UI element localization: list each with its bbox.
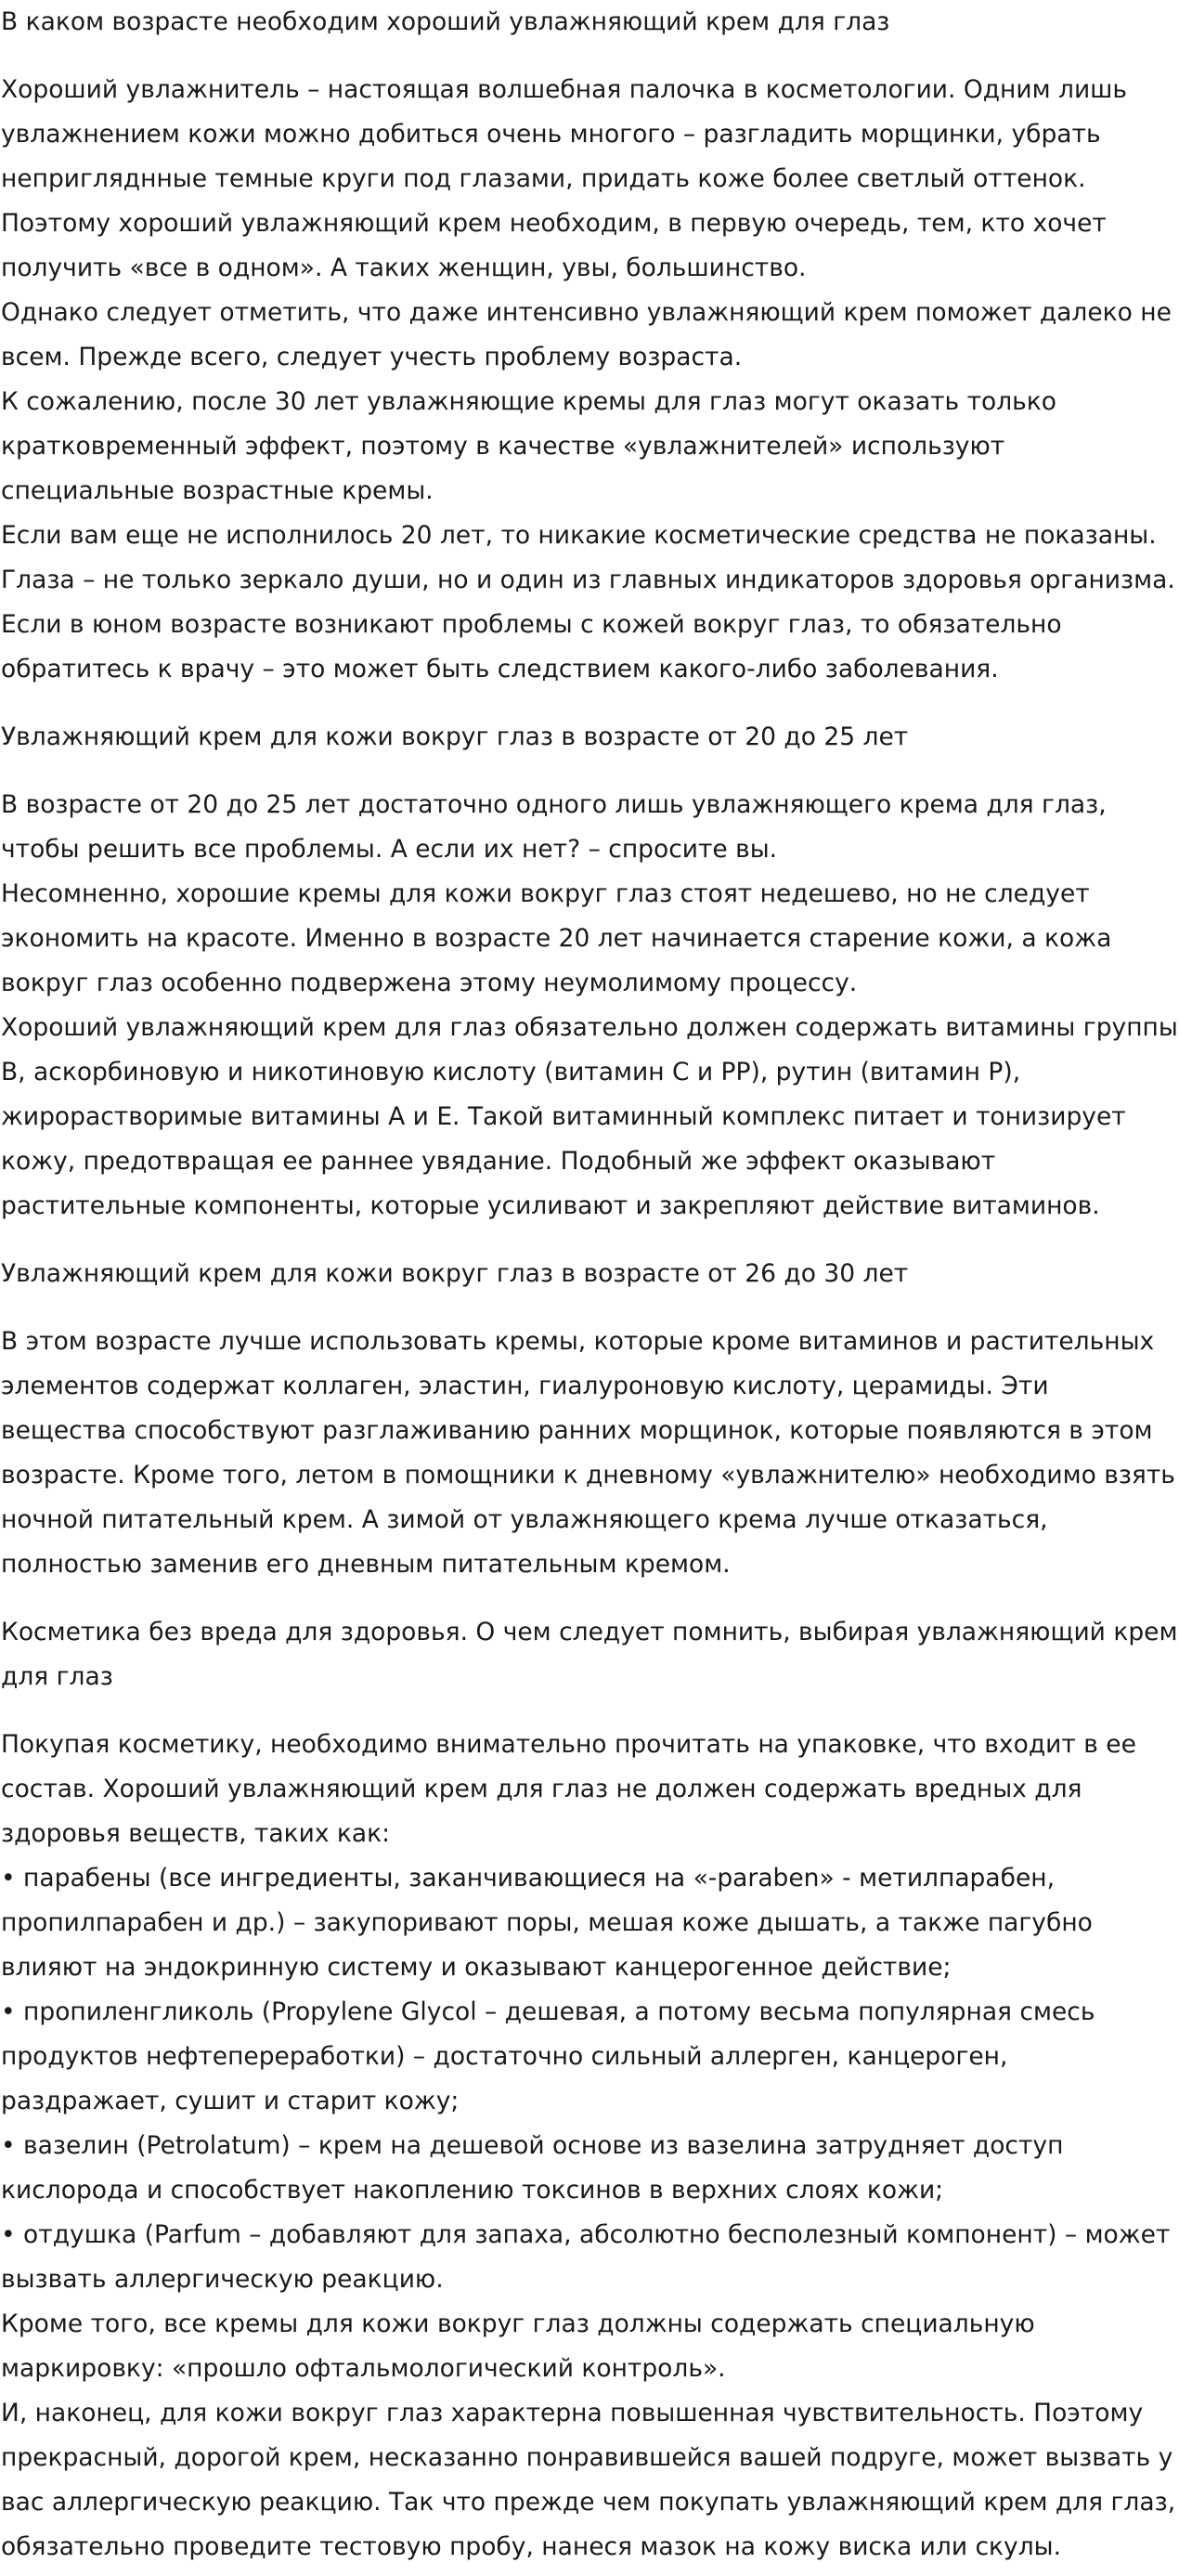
section-safe-cosmetics xyxy=(1,1723,1179,2569)
paragraph: Хороший увлажнитель – настоящая волшебная палочка в косметологии. Одним лишь увлажнением кожи можно добиться очень многого – разгладить морщинки, убрать непригляднные темные круги под глазами, придать коже более светлый оттенок. xyxy=(1,75,1128,193)
paragraph: Если вам еще не исполнилось 20 лет, то никакие косметические средства не показаны. Глаза – не только зеркало души, но и один из главных индикаторов здоровья организма. Если в юном возрасте возникают проблемы с кожей вокруг глаз, то обязательно обратитесь к врачу – это может быть следствием какого-либо заболевания. xyxy=(1,521,1175,683)
intro-section xyxy=(1,68,1179,692)
article-title: В каком возрасте необходим хороший увлажняющий крем для глаз xyxy=(1,7,890,36)
paragraph: К сожалению, после 30 лет увлажняющие кремы для глаз могут оказать только кратковременный эффект, поэтому в качестве «увлажнителей» используют специальные возрастные кремы. xyxy=(1,387,1057,505)
list-item: • отдушка (Parfum – добавляют для запаха, абсолютно бесполезный компонент) – может вызвать аллергическую реакцию. xyxy=(1,2220,1171,2294)
section-heading: Увлажняющий крем для кожи вокруг глаз в возрасте от 26 до 30 лет xyxy=(1,1259,909,1288)
paragraph: В этом возрасте лучше использовать кремы, которые кроме витаминов и растительных элементов содержат коллаген, эластин, гиалуроновую кислоту, церамиды. Эти вещества способствуют разглаживанию ранних морщинок, которые появляются в этом возрасте. Кроме того, летом в помощники к дневному «увлажнителю» необходимо взять ночной питательный крем. А зимой от увлажняющего крема лучше отказаться, полностью заменив его дневным питательным кремом. xyxy=(1,1327,1175,1579)
paragraph: Хороший увлажняющий крем для глаз обязательно должен содержать витамины группы В, аскорбиновую и никотиновую кислоту (витамин С и PP), рутин (витамин P), жирорастворимые витамины А и Е. Такой витаминный комплекс питает и тонизирует кожу, предотвращая ее раннее увядание. Подобный же эффект оказывают растительные компоненты, которые усиливают и закрепляют действие витаминов. xyxy=(1,1013,1178,1220)
section-heading: Увлажняющий крем для кожи вокруг глаз в возрасте от 20 до 25 лет xyxy=(1,722,909,751)
list-item: • пропиленгликоль (Propylene Glycol – дешевая, а потому весьма популярная смесь продуктов нефтепереработки) – достаточно сильный аллерген, канцероген, раздражает, сушит и старит кожу; xyxy=(1,1997,1095,2115)
paragraph: Покупая косметику, необходимо внимательно прочитать на упаковке, что входит в ее состав. Хороший увлажняющий крем для глаз не должен содержать вредных для здоровья веществ, таких как: xyxy=(1,1730,1136,1848)
paragraph: Поэтому хороший увлажняющий крем необходим, в первую очередь, тем, кто хочет получить «все в одном». А таких женщин, увы, большинство. xyxy=(1,209,1107,282)
list-item: • вазелин (Petrolatum) – крем на дешевой основе из вазелина затрудняет доступ кислорода и способствует накоплению токсинов в верхних слоях кожи; xyxy=(1,2131,1064,2205)
section-26-30 xyxy=(1,1320,1179,1587)
list-item: • парабены (все ингредиенты, заканчивающиеся на «-paraben» - метилпарабен, пропилпарабен и др.) – закупоривают поры, мешая коже дышать, а также пагубно влияют на эндокринную систему и оказывают канцерогенное действие; xyxy=(1,1864,1093,1982)
section-20-25 xyxy=(1,783,1179,1229)
paragraph: И, наконец, для кожи вокруг глаз характерна повышенная чувствительность. Поэтому прекрасный, дорогой крем, несказанно понравившейся вашей подруге, может вызвать у вас аллергическую реакцию. Так что прежде чем покупать увлажняющий крем для глаз, обязательно проведите тестовую пробу, нанеся мазок на кожу виска или скулы. xyxy=(1,2399,1176,2561)
paragraph: Несомненно, хорошие кремы для кожи вокруг глаз стоят недешево, но не следует экономить на красоте. Именно в возрасте 20 лет начинается старение кожи, а кожа вокруг глаз особенно подвержена этому неумолимому процессу. xyxy=(1,879,1112,997)
paragraph: В возрасте от 20 до 25 лет достаточно одного лишь увлажняющего крема для глаз, чтобы решить все проблемы. А если их нет? – спросите вы. xyxy=(1,790,1107,864)
paragraph: Кроме того, все кремы для кожи вокруг глаз должны содержать специальную маркировку: «прошло офтальмологический контроль». xyxy=(1,2309,1035,2383)
paragraph: Однако следует отметить, что даже интенсивно увлажняющий крем поможет далеко не всем. Прежде всего, следует учесть проблему возраста. xyxy=(1,298,1172,371)
section-heading: Косметика без вреда для здоровья. О чем следует помнить, выбирая увлажняющий крем для глаз xyxy=(1,1618,1178,1691)
